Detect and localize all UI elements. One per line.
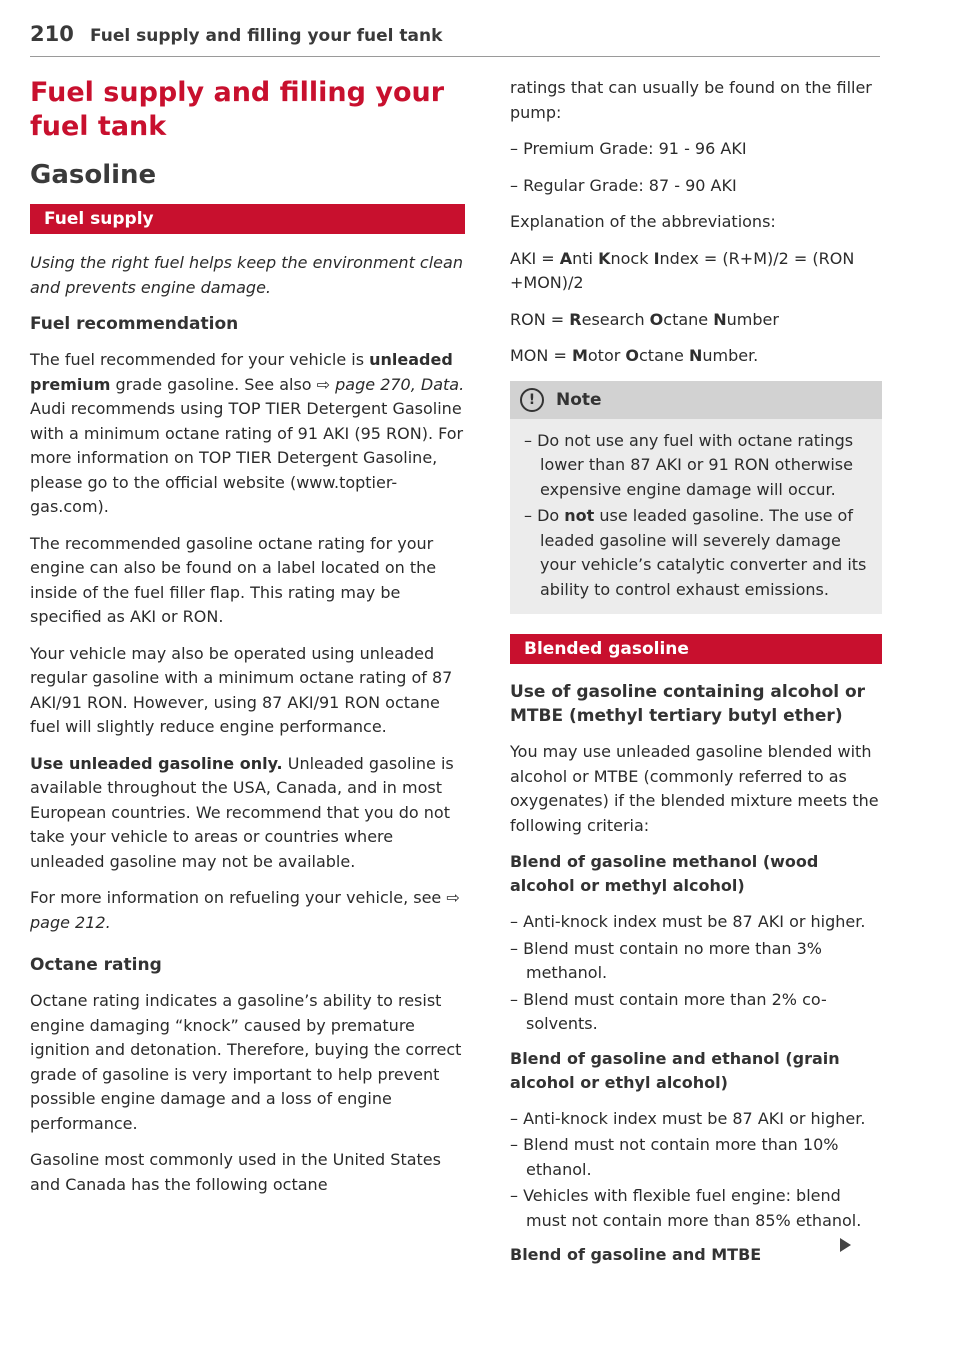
continue-arrow-icon (840, 1238, 851, 1252)
note-item: – Do not use any fuel with octane ratings lower than 87 AKI or 91 RON otherwise expensive engine damage will occur. (524, 430, 854, 499)
chapter-title: Fuel supply and filling your fuel tank (30, 77, 445, 142)
topic-bar-fuel-supply: Fuel supply (30, 204, 465, 234)
octane-rating-paragraph: Octane rating indicates a gasoline’s ability to resist engine damaging “knock” caused by premature ignition and detonation. Therefore, buying the correct grade of gasoline is very important to help prevent possible engine damage and a loss of engine performance. (30, 991, 462, 1133)
fuel-recommendation-heading: Fuel recommendation (30, 314, 239, 334)
methanol-criteria-list (510, 910, 882, 1037)
note-item: – Do not use leaded gasoline. The use of leaded gasoline will severely damage your vehicle’s catalytic converter and its ability to control exhaust emissions. (524, 506, 867, 599)
note-header (510, 381, 882, 419)
unleaded-only-paragraph: Use unleaded gasoline only. Unleaded gasoline is available throughout the USA, Canada, and in most European countries. We recommend that you do not take your vehicle to areas or countries where unleaded gasoline may not be available. (30, 753, 454, 871)
grade-item: – Regular Grade: 87 - 90 AKI (510, 175, 737, 195)
ethanol-criteria-list (510, 1107, 882, 1234)
regular-gasoline-paragraph: Your vehicle may also be operated using unleaded regular gasoline with a minimum octane rating of 87 AKI/91 RON. However, using 87 AKI/91 RON octane fuel will slightly reduce engine performance. (30, 643, 453, 736)
page-reference-link[interactable]: ⇨ page 270, Data. (316, 374, 465, 394)
blended-gasoline-paragraph: You may use unleaded gasoline blended with alcohol or MTBE (commonly referred to as oxygenates) if the blended mixture meets the following criteria: (510, 742, 879, 835)
intro-text: Using the right fuel helps keep the environment clean and prevents engine damage. (30, 253, 463, 297)
note-title: Note (556, 389, 602, 410)
octane-rating-heading: Octane rating (30, 955, 162, 975)
ratings-continued-paragraph: ratings that can usually be found on the filler pump: (510, 78, 872, 122)
fuel-recommendation-paragraph: The fuel recommended for your vehicle is unleaded premium grade gasoline. See also ⇨ page 270, Data. Audi recommends using TOP TIER Detergent Gasoline with a minimum octane rating of 91 AKI (95 RON). For more information on TOP TIER Detergent Gasoline, please go to the official website (www.toptier-gas.com). (30, 350, 465, 516)
right-column (510, 76, 882, 1279)
page-number: 210 (30, 22, 74, 46)
methanol-blend-heading: Blend of gasoline methanol (wood alcohol or methyl alcohol) (510, 852, 819, 895)
alcohol-mtbe-heading: Use of gasoline containing alcohol or MTBE (methyl tertiary butyl ether) (510, 682, 866, 726)
mon-definition: MON = Motor Octane Number. (510, 346, 759, 365)
running-header-title: Fuel supply and filling your fuel tank (90, 26, 443, 46)
abbreviations-intro: Explanation of the abbreviations: (510, 212, 776, 231)
list-item: – Blend must not contain more than 10% ethanol. (510, 1135, 839, 1179)
ethanol-blend-heading: Blend of gasoline and ethanol (grain alcohol or ethyl alcohol) (510, 1048, 840, 1092)
list-item: – Vehicles with flexible fuel engine: blend must not contain more than 85% ethanol. (510, 1186, 862, 1230)
list-item: – Anti-knock index must be 87 AKI or higher. (510, 912, 866, 931)
page-reference-link[interactable]: ⇨ page 212. (30, 888, 460, 932)
exclamation-circle-icon: ! (520, 388, 544, 412)
left-column (30, 76, 465, 1209)
note-box (510, 381, 882, 615)
note-list (510, 429, 882, 603)
gasoline-ratings-paragraph: Gasoline most commonly used in the United States and Canada has the following octane (30, 1150, 441, 1194)
ron-definition: RON = Research Octane Number (510, 309, 779, 329)
octane-label-paragraph: The recommended gasoline octane rating for your engine can also be found on a label located on the inside of the fuel filler flap. This rating may be specified as AKI or RON. (30, 533, 437, 626)
aki-definition: AKI = Anti Knock Index = (R+M)/2 = (RON +MON)/2 (510, 248, 855, 292)
list-item: – Blend must contain more than 2% co-solvents. (510, 989, 827, 1033)
page-header (30, 22, 880, 57)
mtbe-blend-heading: Blend of gasoline and MTBE (510, 1245, 762, 1264)
grade-item: – Premium Grade: 91 - 96 AKI (510, 139, 747, 158)
refueling-reference-paragraph: For more information on refueling your vehicle, see ⇨ page 212. (30, 888, 460, 932)
section-title: Gasoline (30, 160, 157, 190)
topic-bar-blended-gasoline: Blended gasoline (510, 634, 882, 664)
list-item: – Anti-knock index must be 87 AKI or higher. (510, 1108, 866, 1128)
list-item: – Blend must contain no more than 3% methanol. (510, 938, 823, 982)
